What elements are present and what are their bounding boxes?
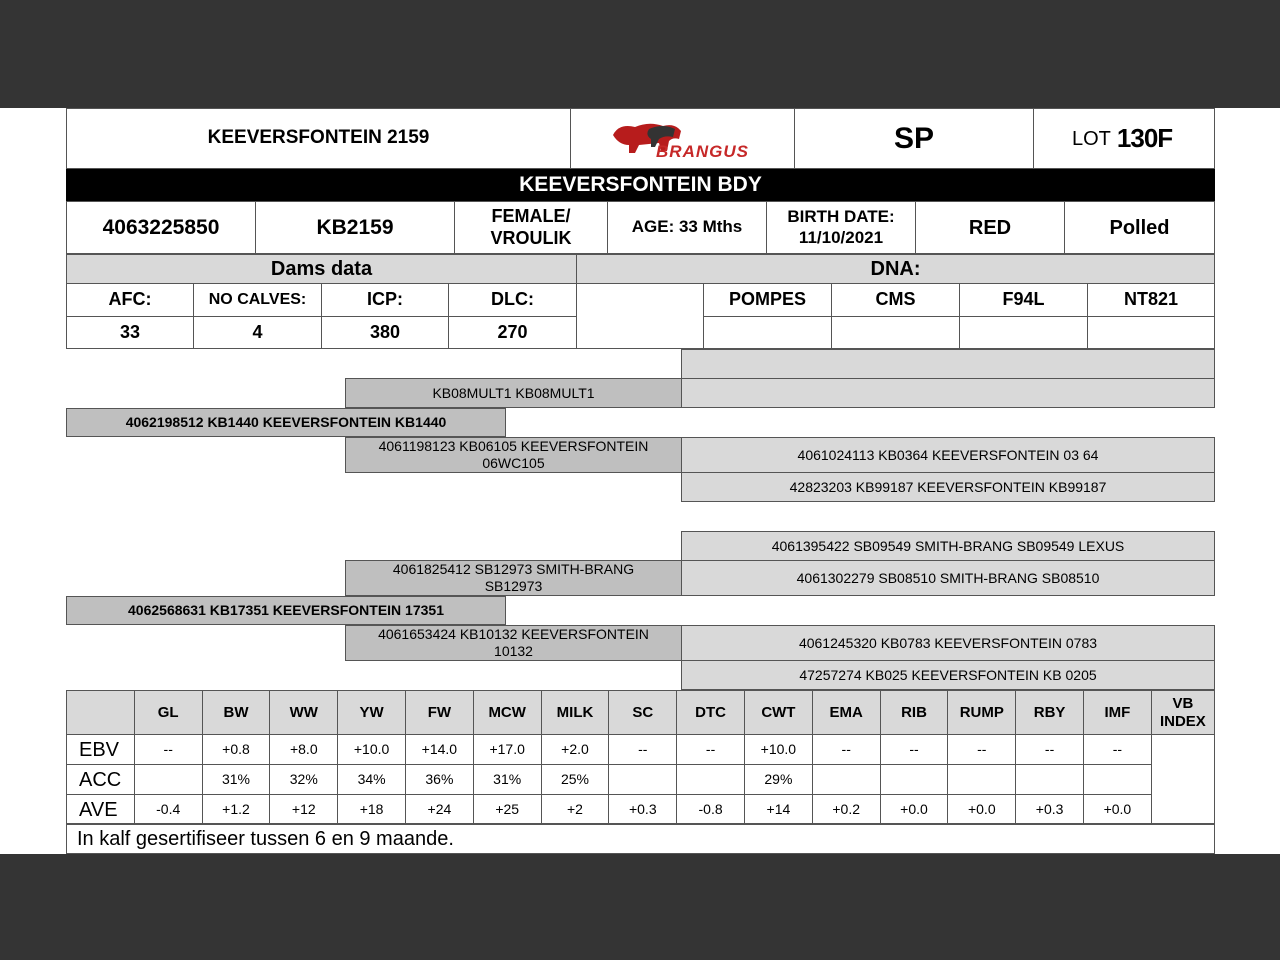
ebv-cell-ave-milk: +2: [541, 794, 610, 825]
ebv-header-imf: IMF: [1083, 690, 1152, 735]
ebv-cell-ebv-fw: +14.0: [405, 734, 474, 765]
ebv-cell-acc-rib: [880, 764, 949, 795]
ebv-header-rump: RUMP: [947, 690, 1016, 735]
ebv-cell-ebv-milk: +2.0: [541, 734, 610, 765]
ebv-cell-ave-yw: +18: [337, 794, 406, 825]
ebv-cell-ave-rump: +0.0: [947, 794, 1016, 825]
ebv-cell-ebv-yw: +10.0: [337, 734, 406, 765]
logo-text: BRANGUS: [656, 142, 749, 162]
ebv-cell-acc-dtc: [676, 764, 745, 795]
ebv-cell-ebv-sc: --: [608, 734, 677, 765]
dna-cms-value: [831, 316, 960, 349]
no-calves-value: 4: [193, 316, 322, 349]
ebv-cell-acc-rby: [1015, 764, 1084, 795]
ebv-cell-acc-cwt: 29%: [744, 764, 813, 795]
ebv-cell-ebv-ww: +8.0: [269, 734, 338, 765]
certification-note: In kalf gesertifiseer tussen 6 en 9 maande.: [66, 823, 1215, 854]
animal-name: KEEVERSFONTEIN 2159: [66, 108, 571, 169]
ebv-cell-ave-cwt: +14: [744, 794, 813, 825]
ebv-cell-ave-imf: +0.0: [1083, 794, 1152, 825]
ebv-cell-ebv-gl: --: [134, 734, 203, 765]
pedigree-dam-dam-dam: 47257274 KB025 KEEVERSFONTEIN KB 0205: [681, 660, 1215, 690]
pedigree-dam-dam-sire: 4061245320 KB0783 KEEVERSFONTEIN 0783: [681, 625, 1215, 661]
ebv-header-sc: SC: [608, 690, 677, 735]
ebv-cell-ave-rby: +0.3: [1015, 794, 1084, 825]
ebv-cell-ebv-imf: --: [1083, 734, 1152, 765]
dna-nt821-value: [1087, 316, 1215, 349]
ebv-header-vb-index: VB INDEX: [1151, 690, 1215, 735]
pedigree-sire-dam: 4061198123 KB06105 KEEVERSFONTEIN 06WC105: [345, 437, 682, 473]
ebv-header-yw: YW: [337, 690, 406, 735]
ebv-header-rby: RBY: [1015, 690, 1084, 735]
ebv-cell-ebv-bw: +0.8: [202, 734, 271, 765]
dna-pompes-value: [703, 316, 832, 349]
horn-status: Polled: [1064, 201, 1215, 254]
sale-catalogue-sheet: [0, 108, 1280, 854]
ebv-cell-ebv-rby: --: [1015, 734, 1084, 765]
ebv-cell-acc-sc: [608, 764, 677, 795]
ebv-header-bw: BW: [202, 690, 271, 735]
pedigree-sire: 4062198512 KB1440 KEEVERSFONTEIN KB1440: [66, 408, 506, 437]
pedigree-sire-sire: KB08MULT1 KB08MULT1: [345, 378, 682, 408]
ebv-header-rib: RIB: [880, 690, 949, 735]
ebv-header-mcw: MCW: [473, 690, 542, 735]
dlc-label: DLC:: [448, 283, 577, 317]
ebv-cell-ave-ww: +12: [269, 794, 338, 825]
ebv-header-fw: FW: [405, 690, 474, 735]
pedigree-dam-sire-dam: 4061302279 SB08510 SMITH-BRANG SB08510: [681, 560, 1215, 596]
ebv-cell-ave-bw: +1.2: [202, 794, 271, 825]
ebv-cell-acc-ema: [812, 764, 881, 795]
ebv-cell-acc-milk: 25%: [541, 764, 610, 795]
ebv-cell-ave-rib: +0.0: [880, 794, 949, 825]
brangus-logo: [570, 108, 795, 169]
ebv-cell-ebv-rib: --: [880, 734, 949, 765]
dams-data-title: Dams data: [66, 254, 577, 284]
ebv-cell-ebv-rump: --: [947, 734, 1016, 765]
ebv-header-dtc: DTC: [676, 690, 745, 735]
ebv-cell-acc-ww: 32%: [269, 764, 338, 795]
pedigree-dam: 4062568631 KB17351 KEEVERSFONTEIN 17351: [66, 596, 506, 625]
birth-date: BIRTH DATE: 11/10/2021: [766, 201, 916, 254]
icp-label: ICP:: [321, 283, 449, 317]
ebv-cell-ave-mcw: +25: [473, 794, 542, 825]
ebv-cell-acc-fw: 36%: [405, 764, 474, 795]
ebv-header-ema: EMA: [812, 690, 881, 735]
ebv-vb-index-value: [1151, 734, 1215, 825]
dna-title: DNA:: [576, 254, 1215, 284]
pedigree-dam-sire: 4061825412 SB12973 SMITH-BRANG SB12973: [345, 560, 682, 596]
ebv-cell-acc-gl: [134, 764, 203, 795]
ebv-row-label-ave: AVE: [66, 794, 135, 825]
pedigree-sire-dam-dam: 42823203 KB99187 KEEVERSFONTEIN KB99187: [681, 472, 1215, 502]
pedigree-sire-dam-sire: 4061024113 KB0364 KEEVERSFONTEIN 03 64: [681, 437, 1215, 473]
pedigree-empty-top: [681, 349, 1215, 379]
dna-nt821-label: NT821: [1087, 283, 1215, 317]
ebv-row-label-acc: ACC: [66, 764, 135, 795]
pedigree-dam-dam: 4061653424 KB10132 KEEVERSFONTEIN 10132: [345, 625, 682, 661]
no-calves-label: NO CALVES:: [193, 283, 322, 317]
dna-f94l-label: F94L: [959, 283, 1088, 317]
sp-label: SP: [794, 108, 1034, 169]
ebv-cell-ave-ema: +0.2: [812, 794, 881, 825]
ebv-header-milk: MILK: [541, 690, 610, 735]
ebv-cell-acc-imf: [1083, 764, 1152, 795]
ebv-cell-acc-rump: [947, 764, 1016, 795]
ebv-cell-ave-gl: -0.4: [134, 794, 203, 825]
sex: FEMALE/ VROULIK: [454, 201, 608, 254]
ebv-cell-ave-dtc: -0.8: [676, 794, 745, 825]
ebv-cell-ebv-mcw: +17.0: [473, 734, 542, 765]
dlc-value: 270: [448, 316, 577, 349]
ebv-row-label-ebv: EBV: [66, 734, 135, 765]
afc-value: 33: [66, 316, 194, 349]
age: AGE: 33 Mths: [607, 201, 767, 254]
ebv-cell-ave-sc: +0.3: [608, 794, 677, 825]
ebv-cell-ave-fw: +24: [405, 794, 474, 825]
ebv-header-ww: WW: [269, 690, 338, 735]
ebv-cell-ebv-cwt: +10.0: [744, 734, 813, 765]
afc-label: AFC:: [66, 283, 194, 317]
colour: RED: [915, 201, 1065, 254]
breeder-bar: KEEVERSFONTEIN BDY: [66, 169, 1215, 201]
id-number: 4063225850: [66, 201, 256, 254]
ebv-header-cwt: CWT: [744, 690, 813, 735]
dna-blank-cell: [576, 283, 704, 349]
ebv-cell-ebv-dtc: --: [676, 734, 745, 765]
lot-box: [1033, 108, 1215, 169]
pedigree-empty-2: [681, 378, 1215, 408]
ebv-header-corner: [66, 690, 135, 735]
lot-number: 130F: [1116, 122, 1173, 153]
dna-cms-label: CMS: [831, 283, 960, 317]
dna-pompes-label: POMPES: [703, 283, 832, 317]
ebv-cell-acc-yw: 34%: [337, 764, 406, 795]
tag-number: KB2159: [255, 201, 455, 254]
dna-f94l-value: [959, 316, 1088, 349]
lot-label: LOT: [1072, 127, 1111, 150]
ebv-cell-ebv-ema: --: [812, 734, 881, 765]
pedigree-dam-sire-sire: 4061395422 SB09549 SMITH-BRANG SB09549 LEXUS: [681, 531, 1215, 561]
icp-value: 380: [321, 316, 449, 349]
ebv-cell-acc-mcw: 31%: [473, 764, 542, 795]
ebv-cell-acc-bw: 31%: [202, 764, 271, 795]
ebv-header-gl: GL: [134, 690, 203, 735]
